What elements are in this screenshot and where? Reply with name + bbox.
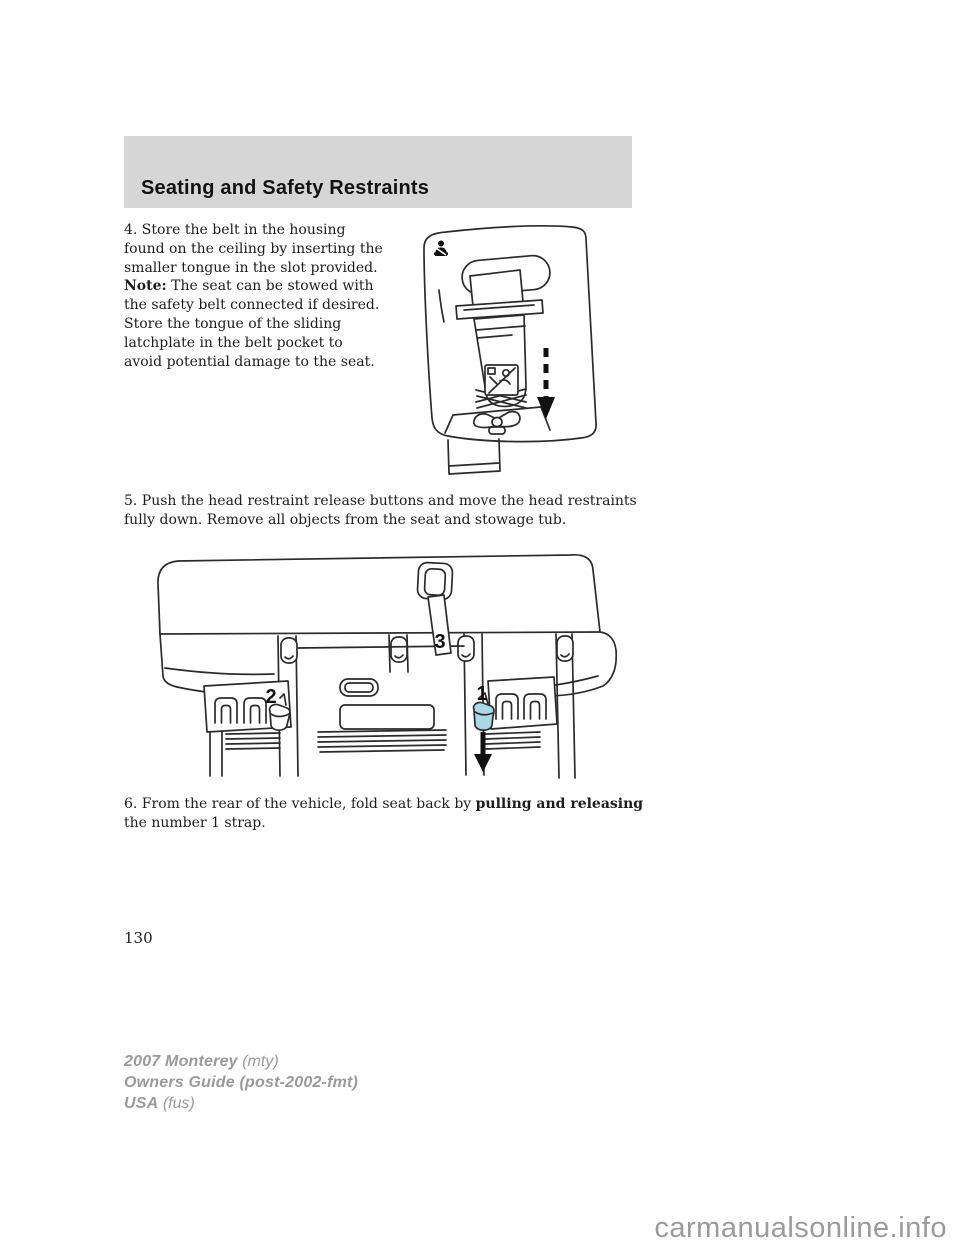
seatback-seam bbox=[160, 632, 600, 634]
page-title: Seating and Safety Restraints bbox=[141, 177, 430, 199]
footer-line bbox=[124, 1093, 358, 1114]
footer-model: 2007 Monterey bbox=[124, 1053, 238, 1070]
step-4-paragraph bbox=[124, 221, 383, 278]
text-line bbox=[124, 795, 643, 814]
down-arrow-icon bbox=[537, 348, 555, 419]
text-line bbox=[124, 277, 379, 296]
instruction-label bbox=[485, 365, 518, 395]
belt-anchor bbox=[474, 412, 520, 434]
seatbelt-icon bbox=[434, 241, 448, 257]
label-strap-1: 1 bbox=[476, 683, 488, 705]
text-line: 5. Push the head restraint release buttons and move the head restraints bbox=[124, 493, 637, 509]
footer-line bbox=[124, 1072, 358, 1093]
label-strap-3: 3 bbox=[434, 631, 446, 653]
down-arrow-icon bbox=[474, 732, 492, 772]
footer-region: USA bbox=[124, 1095, 159, 1112]
footer-line bbox=[124, 1051, 358, 1072]
seatback-outline bbox=[158, 555, 600, 634]
watermark: carmanualsonline.info bbox=[654, 1212, 947, 1244]
note-text: The seat can be stowed with bbox=[166, 278, 374, 294]
text-line: avoid potential damage to the seat. bbox=[124, 354, 375, 370]
text-line: 4. Store the belt in the housing bbox=[124, 222, 346, 238]
step-5-paragraph bbox=[124, 492, 637, 530]
figure-seat-fold bbox=[152, 548, 617, 780]
figure-belt-housing bbox=[420, 218, 610, 486]
page-number: 130 bbox=[124, 929, 153, 947]
text-line: smaller tongue in the slot provided. bbox=[124, 260, 378, 276]
step-6-bold-text: pulling and releasing bbox=[475, 796, 644, 812]
step-6-text: 6. From the rear of the vehicle, fold seat back by bbox=[124, 796, 476, 812]
section-header-bar bbox=[124, 136, 632, 208]
note-label: Note: bbox=[124, 278, 167, 294]
text-line: the safety belt connected if desired. bbox=[124, 297, 380, 313]
text-line: fully down. Remove all objects from the seat and stowage tub. bbox=[124, 512, 567, 528]
tray-latch-plate bbox=[340, 705, 434, 729]
text-line: Store the tongue of the sliding bbox=[124, 316, 342, 332]
footer-code: (mty) bbox=[237, 1053, 279, 1070]
text-line: latchplate in the belt pocket to bbox=[124, 335, 343, 351]
pillar-stub bbox=[448, 439, 500, 474]
label-strap-2: 2 bbox=[265, 686, 277, 708]
text-line: the number 1 strap. bbox=[124, 815, 266, 831]
text-line: found on the ceiling by inserting the bbox=[124, 241, 383, 257]
footer-block bbox=[124, 1051, 358, 1114]
step-6-paragraph bbox=[124, 795, 643, 833]
note-paragraph bbox=[124, 277, 379, 372]
footer-code: (fus) bbox=[158, 1095, 195, 1112]
footer-guide: Owners Guide (post-2002-fmt) bbox=[124, 1074, 359, 1091]
